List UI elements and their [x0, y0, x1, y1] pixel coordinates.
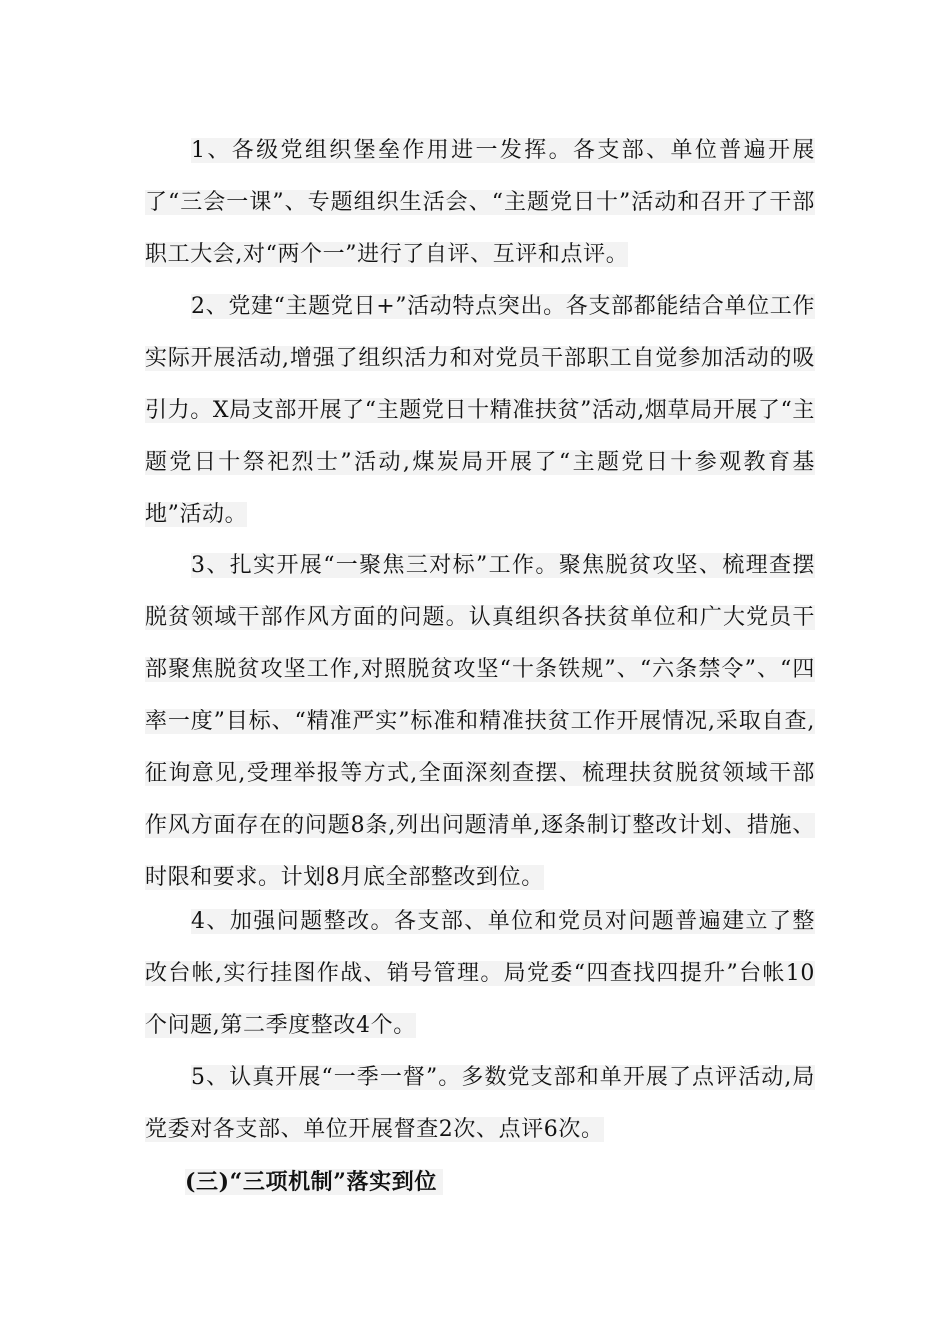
paragraph-3	[145, 540, 815, 904]
paragraph-5	[145, 1052, 815, 1156]
paragraph-2	[145, 281, 815, 541]
paragraph-3-text: 3、扎实开展“一聚焦三对标”工作。聚焦脱贫攻坚、梳理查摆脱贫领域干部作风方面的问题。认真组织各扶贫单位和广大党员干部聚焦脱贫攻坚工作,对照脱贫攻坚“十条铁规”、“六条禁令”、“四率一度”目标、“精准严实”标准和精准扶贫工作开展情况,采取自查,征询意见,受理举报等方式,全面深刻查摆、梳理扶贫脱贫领域干部作风方面存在的问题8条,列出问题清单,逐条制订整改计划、措施、时限和要求。计划8月底全部整改到位。	[145, 553, 815, 890]
paragraph-4	[145, 896, 815, 1052]
paragraph-5-text: 5、认真开展“一季一督”。多数党支部和单开展了点评活动,局党委对各支部、单位开展督查2次、点评6次。	[145, 1065, 815, 1142]
paragraph-2-text: 2、党建“主题党日+”活动特点突出。各支部都能结合单位工作实际开展活动,增强了组织活力和对党员干部职工自觉参加活动的吸引力。X局支部开展了“主题党日十精准扶贫”活动,烟草局开展了“主题党日十祭祀烈士”活动,煤炭局开展了“主题党日十参观教育基地”活动。	[145, 294, 815, 527]
section-heading	[145, 1156, 815, 1208]
paragraph-4-text: 4、加强问题整改。各支部、单位和党员对问题普遍建立了整改台帐,实行挂图作战、销号管理。局党委“四查找四提升”台帐10个问题,第二季度整改4个。	[145, 909, 815, 1038]
paragraph-1	[145, 125, 815, 281]
section-heading-text: (三)“三项机制”落实到位	[185, 1169, 443, 1195]
paragraph-1-text: 1、各级党组织堡垒作用进一发挥。各支部、单位普遍开展了“三会一课”、专题组织生活会、“主题党日十”活动和召开了干部职工大会,对“两个一”进行了自评、互评和点评。	[145, 138, 815, 267]
